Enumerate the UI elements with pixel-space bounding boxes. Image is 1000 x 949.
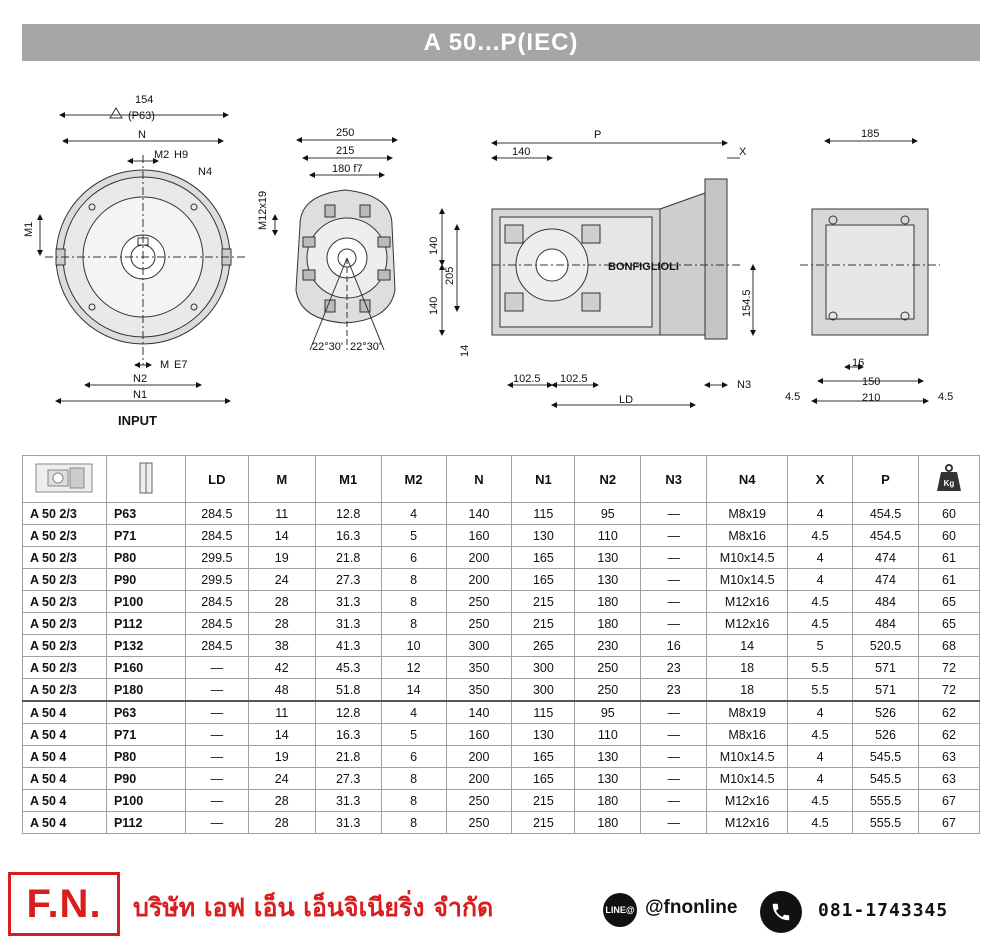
dim-102-5-a: 102.5 [513,373,541,385]
cell-value: 4 [788,547,853,569]
cell-value: 130 [575,569,641,591]
dim-n4: N4 [198,166,213,178]
cell-value: 5.5 [788,657,853,679]
cell-value: 545.5 [853,768,919,790]
phone-icon[interactable] [760,891,802,933]
cell-value: 250 [575,657,641,679]
cell-model: A 50 2/3 [23,525,107,547]
dim-n2: N2 [133,373,148,385]
dim-m: M [160,359,170,371]
cell-value: 48 [248,679,315,702]
cell-model: A 50 4 [23,701,107,724]
cell-model: A 50 2/3 [23,679,107,702]
cell-value: 12 [381,657,446,679]
cell-value: — [641,724,707,746]
cell-value: 200 [446,569,512,591]
dim-250: 250 [336,127,355,139]
cell-model: A 50 2/3 [23,613,107,635]
cell-value: 95 [575,701,641,724]
dim-ld: LD [619,394,634,406]
phone-number[interactable]: 081-1743345 [818,900,949,921]
cell-value: M8x16 [707,724,788,746]
cell-motor: P100 [106,591,185,613]
dim-n1: N1 [133,389,148,401]
col-n: N [446,456,512,503]
cell-value: 215 [512,613,575,635]
company-logo: F.N. [8,872,120,936]
dimension-table [22,455,980,834]
dim-m1: M1 [23,221,35,237]
cell-model: A 50 2/3 [23,569,107,591]
gearbox-side-view [442,143,753,405]
cell-value: 65 [918,613,979,635]
dim-210: 210 [862,392,881,404]
cell-value: 484 [853,591,919,613]
cell-value: 160 [446,525,512,547]
cell-value: 10 [381,635,446,657]
cell-value: 284.5 [185,613,248,635]
cell-value: 4 [788,503,853,525]
cell-model: A 50 2/3 [23,635,107,657]
cell-value: 571 [853,679,919,702]
cell-value: — [641,503,707,525]
cell-value: 200 [446,746,512,768]
dim-140-a: 140 [428,236,440,255]
cell-value: 21.8 [315,746,381,768]
cell-value: 28 [248,812,315,834]
table-row [23,525,980,547]
cell-value: 160 [446,724,512,746]
dim-e7: E7 [174,359,188,371]
cell-value: — [641,790,707,812]
brand-label: BONFIGLIOLI [608,261,679,273]
cell-value: M12x16 [707,790,788,812]
cell-value: 19 [248,547,315,569]
cell-value: 130 [512,724,575,746]
cell-value: 284.5 [185,525,248,547]
cell-motor: P80 [106,746,185,768]
gearbox-icon [23,456,107,503]
cell-motor: P112 [106,812,185,834]
cell-value: 180 [575,812,641,834]
cell-value: 16 [641,635,707,657]
table-row [23,613,980,635]
col-n3: N3 [641,456,707,503]
cell-value: 110 [575,525,641,547]
dim-4-5-left: 4.5 [785,391,801,403]
col-x: X [788,456,853,503]
cell-value: 14 [707,635,788,657]
cell-value: 250 [446,812,512,834]
cell-value: 72 [918,679,979,702]
cell-model: A 50 4 [23,790,107,812]
table-row [23,746,980,768]
cell-motor: P80 [106,547,185,569]
dim-215: 215 [336,145,355,157]
cell-value: 31.3 [315,613,381,635]
dim-154: 154 [135,94,154,106]
col-m: M [248,456,315,503]
cell-value: 215 [512,812,575,834]
cell-value: 23 [641,657,707,679]
cell-value: 250 [446,591,512,613]
dim-154-5: 154.5 [741,289,753,317]
table-row [23,635,980,657]
cell-value: 555.5 [853,812,919,834]
cell-value: 474 [853,569,919,591]
cell-value: 8 [381,768,446,790]
cell-value: 454.5 [853,503,919,525]
cell-value: 12.8 [315,503,381,525]
cell-value: 5 [381,724,446,746]
cell-value: — [185,790,248,812]
cell-value: 8 [381,790,446,812]
cell-value: 300 [446,635,512,657]
cell-model: A 50 2/3 [23,547,107,569]
cell-value: 4.5 [788,812,853,834]
cell-value: 62 [918,701,979,724]
cell-value: 300 [512,679,575,702]
cell-value: 284.5 [185,635,248,657]
cell-value: 555.5 [853,790,919,812]
flange-icon [106,456,185,503]
dim-14: 14 [459,344,471,357]
cell-value: 60 [918,525,979,547]
col-p: P [853,456,919,503]
cell-value: M10x14.5 [707,569,788,591]
cell-value: — [185,812,248,834]
table-row [23,569,980,591]
cell-value: 165 [512,569,575,591]
table-row [23,591,980,613]
dim-16: 16 [852,357,865,369]
cell-value: M10x14.5 [707,547,788,569]
cell-value: 28 [248,790,315,812]
cell-value: 4 [788,569,853,591]
cell-value: 4 [788,768,853,790]
cell-value: 4 [788,701,853,724]
dim-140-b: 140 [428,296,440,315]
cell-value: 16.3 [315,525,381,547]
cell-value: 4.5 [788,525,853,547]
cell-value: — [185,768,248,790]
dim-angle-right: 22°30' [350,341,381,353]
cell-value: — [185,657,248,679]
cell-value: 200 [446,768,512,790]
cell-value: 45.3 [315,657,381,679]
cell-value: 41.3 [315,635,381,657]
dim-4-5-right: 4.5 [938,391,954,403]
cell-value: — [185,701,248,724]
cell-motor: P90 [106,768,185,790]
cell-value: 350 [446,679,512,702]
cell-value: 51.8 [315,679,381,702]
cell-value: 31.3 [315,790,381,812]
cell-value: 300 [512,657,575,679]
cell-motor: P180 [106,679,185,702]
cell-value: 180 [575,790,641,812]
cell-value: 571 [853,657,919,679]
page-title: A 50...P(IEC) [22,24,980,61]
cell-value: 299.5 [185,547,248,569]
cell-value: 65 [918,591,979,613]
cell-value: 545.5 [853,746,919,768]
dim-h9: H9 [174,149,189,161]
dim-140-top: 140 [512,146,531,158]
cell-value: 67 [918,790,979,812]
table-body [23,503,980,834]
cell-model: A 50 2/3 [23,657,107,679]
cell-motor: P112 [106,613,185,635]
table-row [23,503,980,525]
dim-150: 150 [862,376,881,388]
cell-model: A 50 2/3 [23,503,107,525]
col-ld: LD [185,456,248,503]
cell-value: 165 [512,547,575,569]
cell-value: 110 [575,724,641,746]
cell-value: 140 [446,701,512,724]
cell-motor: P132 [106,635,185,657]
cell-value: 8 [381,613,446,635]
cell-value: 8 [381,591,446,613]
cell-model: A 50 2/3 [23,591,107,613]
cell-value: 284.5 [185,503,248,525]
cell-value: 27.3 [315,768,381,790]
cell-value: 60 [918,503,979,525]
cell-value: 31.3 [315,591,381,613]
cell-value: 215 [512,591,575,613]
table-row [23,701,980,724]
cell-value: 130 [575,746,641,768]
cell-value: 31.3 [315,812,381,834]
cell-value: 61 [918,547,979,569]
cell-value: — [641,746,707,768]
cell-value: — [641,569,707,591]
cell-value: 115 [512,701,575,724]
cell-value: 62 [918,724,979,746]
cell-value: 6 [381,746,446,768]
cell-value: M12x16 [707,591,788,613]
cell-value: 68 [918,635,979,657]
weight-unit: Kg [943,478,955,488]
cell-value: 526 [853,701,919,724]
dim-180f7: 180 f7 [332,163,363,175]
cell-value: 67 [918,812,979,834]
cell-value: 42 [248,657,315,679]
cell-value: 4.5 [788,724,853,746]
cell-value: 63 [918,768,979,790]
dim-m2: M2 [154,149,170,161]
cell-value: 250 [446,613,512,635]
cell-value: — [641,613,707,635]
dim-angle-left: 22°30' [312,341,343,353]
cell-value: M12x16 [707,812,788,834]
cell-value: 72 [918,657,979,679]
cell-motor: P71 [106,724,185,746]
line-icon[interactable]: LINE@ [603,893,637,927]
input-label: INPUT [118,413,157,428]
cell-value: 19 [248,746,315,768]
cell-value: — [641,547,707,569]
cell-value: 140 [446,503,512,525]
cell-value: 130 [575,768,641,790]
cell-value: — [641,525,707,547]
cell-value: 230 [575,635,641,657]
cell-value: 38 [248,635,315,657]
technical-drawings [0,85,1000,440]
cell-value: 24 [248,569,315,591]
cell-value: — [641,591,707,613]
cell-value: 11 [248,503,315,525]
col-m1: M1 [315,456,381,503]
cell-value: — [641,812,707,834]
cell-value: 165 [512,746,575,768]
cell-value: M12x16 [707,613,788,635]
cell-value: 215 [512,790,575,812]
table-row [23,724,980,746]
table-row [23,790,980,812]
footer [0,860,1000,949]
cell-value: 484 [853,613,919,635]
dim-p63: (P63) [128,110,155,122]
table-row [23,547,980,569]
cell-motor: P63 [106,503,185,525]
dim-185: 185 [861,128,880,140]
cell-value: 5 [381,525,446,547]
table-row [23,812,980,834]
cell-value: 4 [381,503,446,525]
cell-value: — [641,701,707,724]
cell-value: 12.8 [315,701,381,724]
col-n1: N1 [512,456,575,503]
cell-value: 350 [446,657,512,679]
gearbox-front-view [800,141,940,401]
cell-value: 200 [446,547,512,569]
cell-value: — [185,746,248,768]
cell-value: 115 [512,503,575,525]
cell-value: 8 [381,812,446,834]
cell-value: 8 [381,569,446,591]
cell-value: M8x19 [707,503,788,525]
cell-model: A 50 4 [23,812,107,834]
cell-motor: P63 [106,701,185,724]
cell-value: 14 [381,679,446,702]
cell-value: 299.5 [185,569,248,591]
cell-value: — [185,724,248,746]
cell-value: 28 [248,591,315,613]
cell-value: 95 [575,503,641,525]
cell-value: — [185,679,248,702]
cell-value: 28 [248,613,315,635]
cell-value: M8x16 [707,525,788,547]
cell-value: 265 [512,635,575,657]
company-name: บริษัท เอฟ เอ็น เอ็นจิเนียริ่ง จำกัด [133,893,494,922]
table-header-row [23,456,980,503]
cell-value: 165 [512,768,575,790]
dim-n3: N3 [737,379,752,391]
cell-value: 520.5 [853,635,919,657]
cell-value: 23 [641,679,707,702]
cell-value: M10x14.5 [707,746,788,768]
table-row [23,768,980,790]
cell-value: 5.5 [788,679,853,702]
cell-value: 14 [248,525,315,547]
cell-value: 6 [381,547,446,569]
cell-value: M8x19 [707,701,788,724]
cell-motor: P100 [106,790,185,812]
cell-value: 14 [248,724,315,746]
cell-value: 284.5 [185,591,248,613]
cell-model: A 50 4 [23,724,107,746]
table-row [23,679,980,702]
cell-value: M10x14.5 [707,768,788,790]
dim-m12x19: M12x19 [257,190,269,230]
cell-value: 250 [446,790,512,812]
cell-model: A 50 4 [23,768,107,790]
cell-value: 63 [918,746,979,768]
dim-205: 205 [444,266,456,285]
line-id[interactable]: @fnonline [645,897,738,918]
cell-value: 180 [575,591,641,613]
cell-value: 16.3 [315,724,381,746]
dim-102-5-b: 102.5 [560,373,588,385]
col-m2: M2 [381,456,446,503]
cell-value: 4.5 [788,591,853,613]
cell-value: 526 [853,724,919,746]
cell-value: 454.5 [853,525,919,547]
cell-value: 5 [788,635,853,657]
cell-value: 27.3 [315,569,381,591]
drawing-svg [0,85,1000,440]
cell-value: 61 [918,569,979,591]
cell-value: 4.5 [788,790,853,812]
dim-x: X [739,146,747,158]
cell-value: — [641,768,707,790]
cell-value: 180 [575,613,641,635]
cell-value: 21.8 [315,547,381,569]
cell-value: 18 [707,657,788,679]
table-row [23,657,980,679]
cell-value: 24 [248,768,315,790]
cell-value: 4.5 [788,613,853,635]
cell-value: 18 [707,679,788,702]
col-n4: N4 [707,456,788,503]
dim-n: N [138,129,146,141]
cell-value: 130 [512,525,575,547]
cell-value: 250 [575,679,641,702]
cell-motor: P71 [106,525,185,547]
cell-motor: P90 [106,569,185,591]
col-n2: N2 [575,456,641,503]
dim-p: P [594,129,602,141]
cell-motor: P160 [106,657,185,679]
weight-icon [918,456,979,503]
cell-value: 11 [248,701,315,724]
cell-value: 130 [575,547,641,569]
cell-value: 4 [788,746,853,768]
input-flange-view [40,108,245,401]
cell-value: 474 [853,547,919,569]
cell-value: 4 [381,701,446,724]
cell-model: A 50 4 [23,746,107,768]
